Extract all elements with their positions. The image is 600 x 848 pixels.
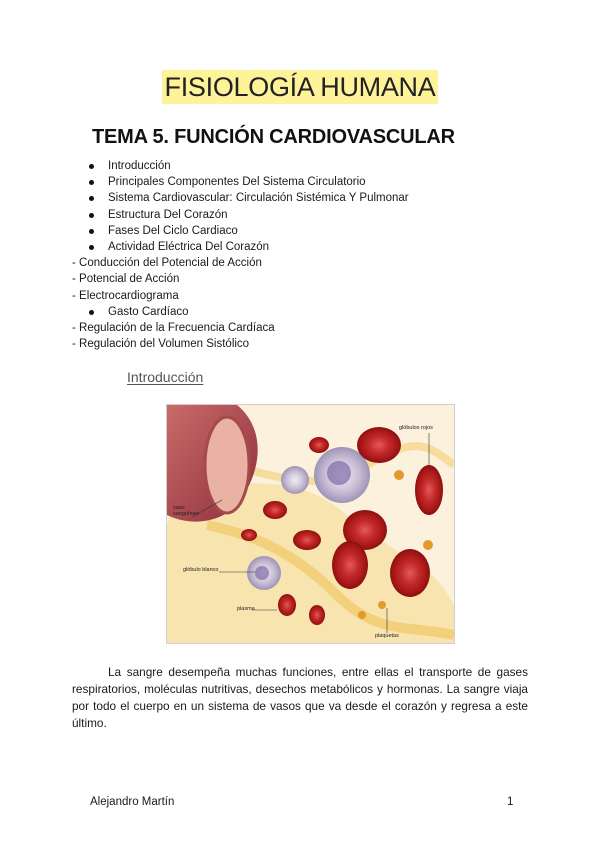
footer-page-number: 1 (507, 796, 514, 808)
toc-subitem-text: - Potencial de Acción (72, 273, 180, 286)
document-title: FISIOLOGÍA HUMANA (162, 70, 439, 104)
blood-illustration-svg (167, 405, 454, 643)
footer-author: Alejandro Martín (90, 796, 175, 808)
introduction-paragraph (72, 664, 528, 732)
label-red-cells: glóbulos rojos (399, 425, 433, 431)
toc-item (0, 223, 600, 239)
toc-item (0, 174, 600, 190)
toc-subitem (0, 320, 600, 336)
toc-subitem (0, 288, 600, 304)
white-cell-nucleus (327, 461, 351, 485)
bullet-icon (89, 196, 94, 201)
platelet (394, 470, 404, 480)
platelet (358, 611, 366, 619)
white-cell-nucleus (255, 566, 269, 580)
toc-item (0, 304, 600, 320)
red-cell (332, 541, 368, 589)
toc-item-text: Fases Del Ciclo Cardiaco (108, 224, 238, 237)
red-cell (309, 437, 329, 453)
label-platelets: plaquetas (375, 633, 399, 639)
bullet-icon (89, 164, 94, 169)
toc-item-text: Estructura Del Corazón (108, 208, 228, 221)
introduction-heading: Introducción (127, 369, 204, 385)
label-vessel: vaso sanguíneo (173, 505, 199, 517)
toc-item (0, 207, 600, 223)
toc-item (0, 239, 600, 255)
bullet-icon (89, 180, 94, 185)
toc-item-text: Actividad Eléctrica Del Corazón (108, 240, 270, 253)
red-cell (241, 529, 257, 541)
vessel-opening (205, 417, 249, 513)
blood-illustration (166, 404, 455, 644)
toc-subitem-text: - Electrocardiograma (72, 289, 179, 302)
toc-subitem (0, 255, 600, 271)
bullet-icon (89, 245, 94, 250)
toc-item-text: Principales Componentes Del Sistema Circulatorio (108, 176, 366, 189)
bullet-icon (89, 213, 94, 218)
toc-item (0, 190, 600, 206)
bullet-icon (89, 229, 94, 234)
toc-subitem-text: - Conducción del Potencial de Acción (72, 257, 262, 270)
white-cell (281, 466, 309, 494)
toc-item-text: Sistema Cardiovascular: Circulación Sistémica Y Pulmonar (108, 192, 409, 205)
toc-item-text: Gasto Cardíaco (108, 305, 189, 318)
red-cell (357, 427, 401, 463)
red-cell (390, 549, 430, 597)
paragraph-text: La sangre desempeña muchas funciones, entre ellas el transporte de gases respiratorios, moléculas nutritivas, desechos metabólicos y hormonas. La sangre viaja por todo el cuerpo en un sistema de vasos que va desde el corazón y regresa a este último. (72, 665, 528, 730)
red-cell (415, 465, 443, 515)
platelet (423, 540, 433, 550)
platelet (378, 601, 386, 609)
red-cell (309, 605, 325, 625)
table-of-contents (0, 158, 600, 352)
red-cell (263, 501, 287, 519)
toc-item-text: Introducción (108, 160, 171, 172)
document-title-wrap (0, 70, 600, 104)
label-white-cell: glóbulo blanco (183, 567, 219, 573)
red-cell (293, 530, 321, 550)
toc-subitem (0, 271, 600, 287)
toc-subitem-text: - Regulación de la Frecuencia Cardíaca (72, 321, 275, 334)
toc-subitem-text: - Regulación del Volumen Sistólico (72, 338, 250, 351)
red-cell (278, 594, 296, 616)
toc-subitem (0, 336, 600, 352)
label-plasma: plasma (237, 606, 255, 612)
toc-item (0, 158, 600, 174)
bullet-icon (89, 310, 94, 315)
section-title: TEMA 5. FUNCIÓN CARDIOVASCULAR (92, 126, 455, 148)
